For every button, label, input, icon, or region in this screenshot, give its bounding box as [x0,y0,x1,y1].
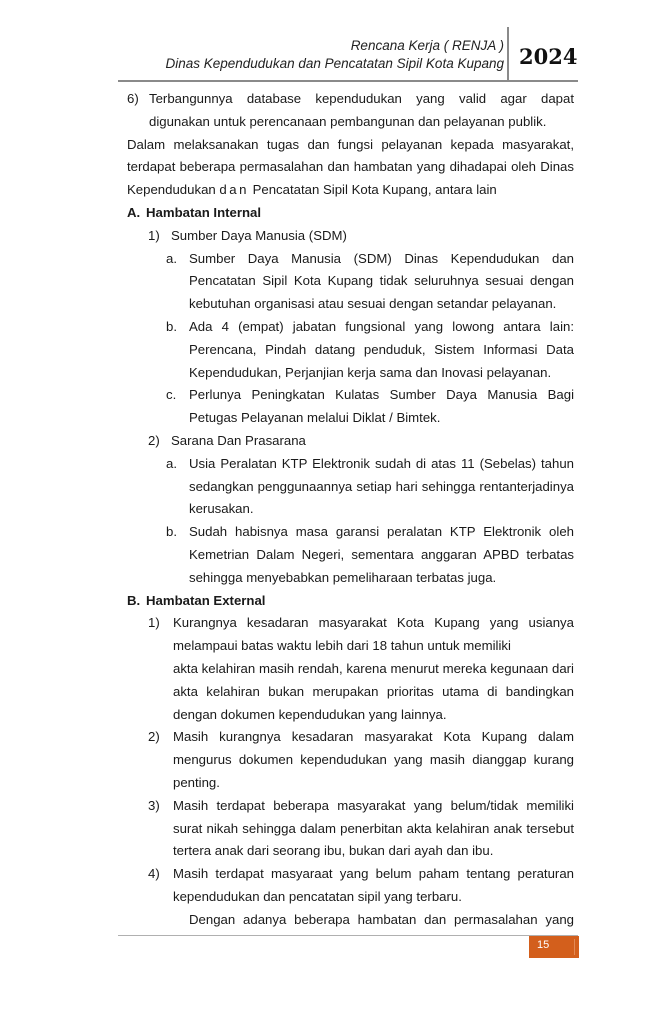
list-item [127,612,574,726]
list-number: 1) [148,615,160,631]
header-horizontal-rule [118,80,578,82]
list-number: 4) [148,866,160,882]
list-item-text: Ada 4 (empat) jabatan fungsional yang lowong antara lain: Perencana, Pindah datang penduduk, Sistem Informasi Data Kependudukan, Perjanjian kerja sama dan Inovasi pelayanan. [189,318,574,380]
list-letter: a. [166,250,177,266]
list-item [127,863,574,909]
subsection-sdm [127,225,574,248]
list-item-text: Perlunya Peningkatan Kulatas Sumber Daya Manusia Bagi Petugas Pelayanan melalui Diklat / Bimtek. [189,387,574,426]
subsection-number: 1) [148,227,160,243]
list-item [127,453,574,521]
section-b-heading [127,590,574,613]
list-letter: b. [166,524,177,540]
list-item-text: Sumber Daya Manusia (SDM) Dinas Kependudukan dan Pencatatan Sipil Kota Kupang tidak seluruhnya sesuai dengan kebutuhan organisasi atau sesuai dengan setandar pelayanan. [189,250,574,312]
subsection-title: Sumber Daya Manusia (SDM) [171,227,347,243]
list-item-text-line1: Terbangunnya database kependudukan yang valid agar dapat [149,91,574,106]
document-body [127,88,574,931]
list-number: 6) [127,91,139,106]
list-item [127,726,574,794]
page-number: 15 [537,939,550,951]
list-letter: b. [166,318,177,334]
intro-text: Dalam melaksanakan tugas dan fungsi pelayanan kepada masyarakat, terdapat beberapa permasalahan dan hambatan yang dihadapai oleh Dinas [127,136,574,175]
list-item-text: Sudah habisnya masa garansi peralatan KTP Elektronik oleh Kemetrian Dalam Negeri, sementara anggaran APBD terbatas sehingga menyebabkan pemeliharaan terbatas juga. [189,524,574,585]
section-title: Hambatan Internal [146,204,262,220]
list-item-text-rest: akta kelahiran masih rendah, karena menurut mereka kegunaan dari akta kelahiran bukan merupakan prioritas utama di bandingkan dengan dokumen kependudukan yang lainnya. [173,660,574,722]
list-item-6 [127,88,574,134]
list-item-text-line1: Kurangnya kesadaran masyarakat Kota Kupang yang usianya [173,615,574,631]
header-vertical-divider [507,27,509,81]
intro-text-c: Pencatatan Sipil Kota Kupang, antara lain [252,182,497,198]
page-header [0,0,652,90]
list-item [127,316,574,384]
list-item [127,248,574,316]
closing-paragraph: Dengan adanya beberapa hambatan dan permasalahan yang [189,911,574,927]
section-a-heading [127,202,574,225]
list-item-text: Usia Peralatan KTP Elektronik sudah di atas 11 (Sebelas) tahun sedangkan penggunaannya setiap hari sehingga rentanterjadinya kerusakan. [189,455,574,517]
list-item [127,384,574,430]
footer-rule [118,935,578,936]
list-item-text-line2: digunakan untuk perencanaan pembangunan dan pelayanan publik. [149,113,547,129]
subsection-number: 2) [148,432,160,448]
list-letter: a. [166,455,177,471]
subsection-title: Sarana Dan Prasarana [171,432,306,448]
intro-text-b: dan [219,182,249,198]
header-agency-name: Dinas Kependudukan dan Pencatatan Sipil Kota Kupang [165,56,504,71]
list-item-text: Masih terdapat masyaraat yang belum paham tentang peraturan kependudukan dan pencatatan sipil yang terbaru. [173,866,574,904]
subsection-sarana [127,430,574,453]
intro-text-a: Kependudukan [127,182,216,198]
header-document-title: Rencana Kerja ( RENJA ) [350,38,504,53]
intro-paragraph [127,134,574,202]
list-item [127,521,574,589]
list-number: 2) [148,729,160,745]
list-letter: c. [166,387,177,403]
section-letter: B. [127,592,141,608]
section-title: Hambatan External [146,592,266,608]
section-letter: A. [127,204,141,220]
page-number-badge [529,936,579,958]
page-badge-divider [574,939,575,955]
list-item-text-line2: melampaui batas waktu lebih dari 18 tahun untuk memiliki [173,638,511,654]
list-item-text: Masih kurangnya kesadaran masyarakat Kota Kupang dalam mengurus dokumen kependudukan yang masih dianggap kurang penting. [173,729,574,790]
header-year: 2024 [519,44,578,69]
list-item [127,795,574,863]
list-item-text: Masih terdapat beberapa masyarakat yang belum/tidak memiliki surat nikah sehingga dalam penerbitan akta kelahiran anak tersebut tertera anak dari seorang ibu, bukan dari ayah dan ibu. [173,797,574,859]
list-number: 3) [148,797,160,813]
